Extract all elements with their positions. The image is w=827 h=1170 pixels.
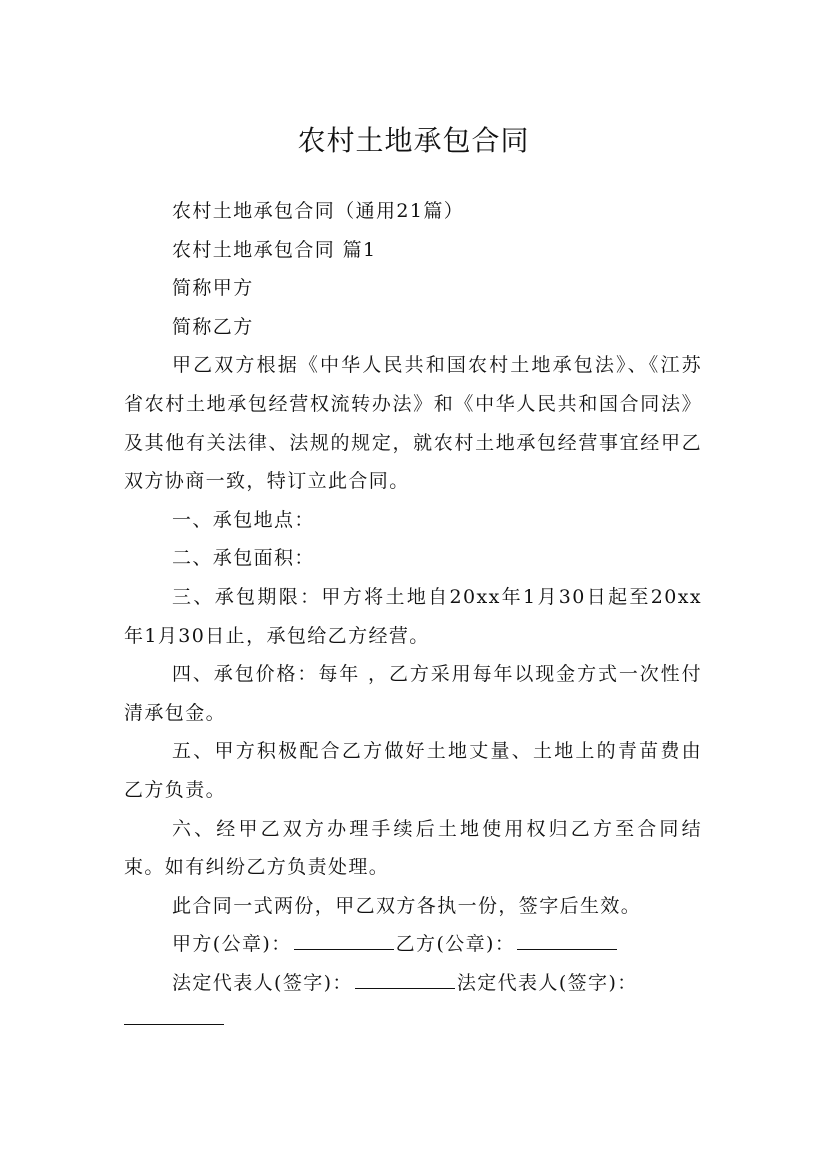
party-b-seal-label: 乙方(公章)： [395, 933, 516, 956]
paragraph: 五、甲方积极配合乙方做好土地丈量、土地上的青苗费由乙方负责。 [124, 740, 702, 801]
paragraph: 四、承包价格：每年 ，乙方采用每年以现金方式一次性付清承包金。 [124, 663, 702, 724]
paragraph: 此合同一式两份，甲乙双方各执一份，签字后生效。 [172, 894, 642, 917]
paragraph: 一、承包地点： [172, 508, 315, 531]
representative-signature-line [124, 964, 702, 1003]
party-a-rep-blank [355, 987, 455, 989]
party-b-seal-blank [517, 948, 617, 950]
party-a-rep-label: 法定代表人(签字)： [172, 971, 353, 994]
party-b-rep-label: 法定代表人(签字)： [456, 971, 638, 994]
paragraph: 农村土地承包合同 篇1 [172, 238, 377, 261]
paragraph: 六、经甲乙双方办理手续后土地使用权归乙方至合同结束。如有纠纷乙方负责处理。 [124, 817, 702, 879]
party-a-seal-blank [294, 948, 394, 950]
party-b-rep-blank [124, 998, 224, 1025]
paragraph: 甲乙双方根据《中华人民共和国农村土地承包法》、《江苏省农村土地承包经营权流转办法》和《中华人民共和国合同法》及其他有关法律、法规的规定，就农村土地承包经营事宜经甲乙双方协商一致，特订立此合同。 [124, 354, 702, 493]
paragraph: 农村土地承包合同（通用21篇） [172, 200, 465, 222]
paragraph: 简称乙方 [172, 315, 254, 338]
seal-signature-line [124, 925, 702, 964]
paragraph: 二、承包面积： [172, 547, 315, 570]
paragraph: 简称甲方 [172, 277, 254, 300]
document-body [124, 192, 702, 1025]
party-a-seal-label: 甲方(公章)： [172, 933, 292, 956]
paragraph: 三、承包期限：甲方将土地自20xx年1月30日起至20xx年1月30日止，承包给乙方经营。 [124, 585, 702, 647]
document-title: 农村土地承包合同 [297, 123, 530, 157]
